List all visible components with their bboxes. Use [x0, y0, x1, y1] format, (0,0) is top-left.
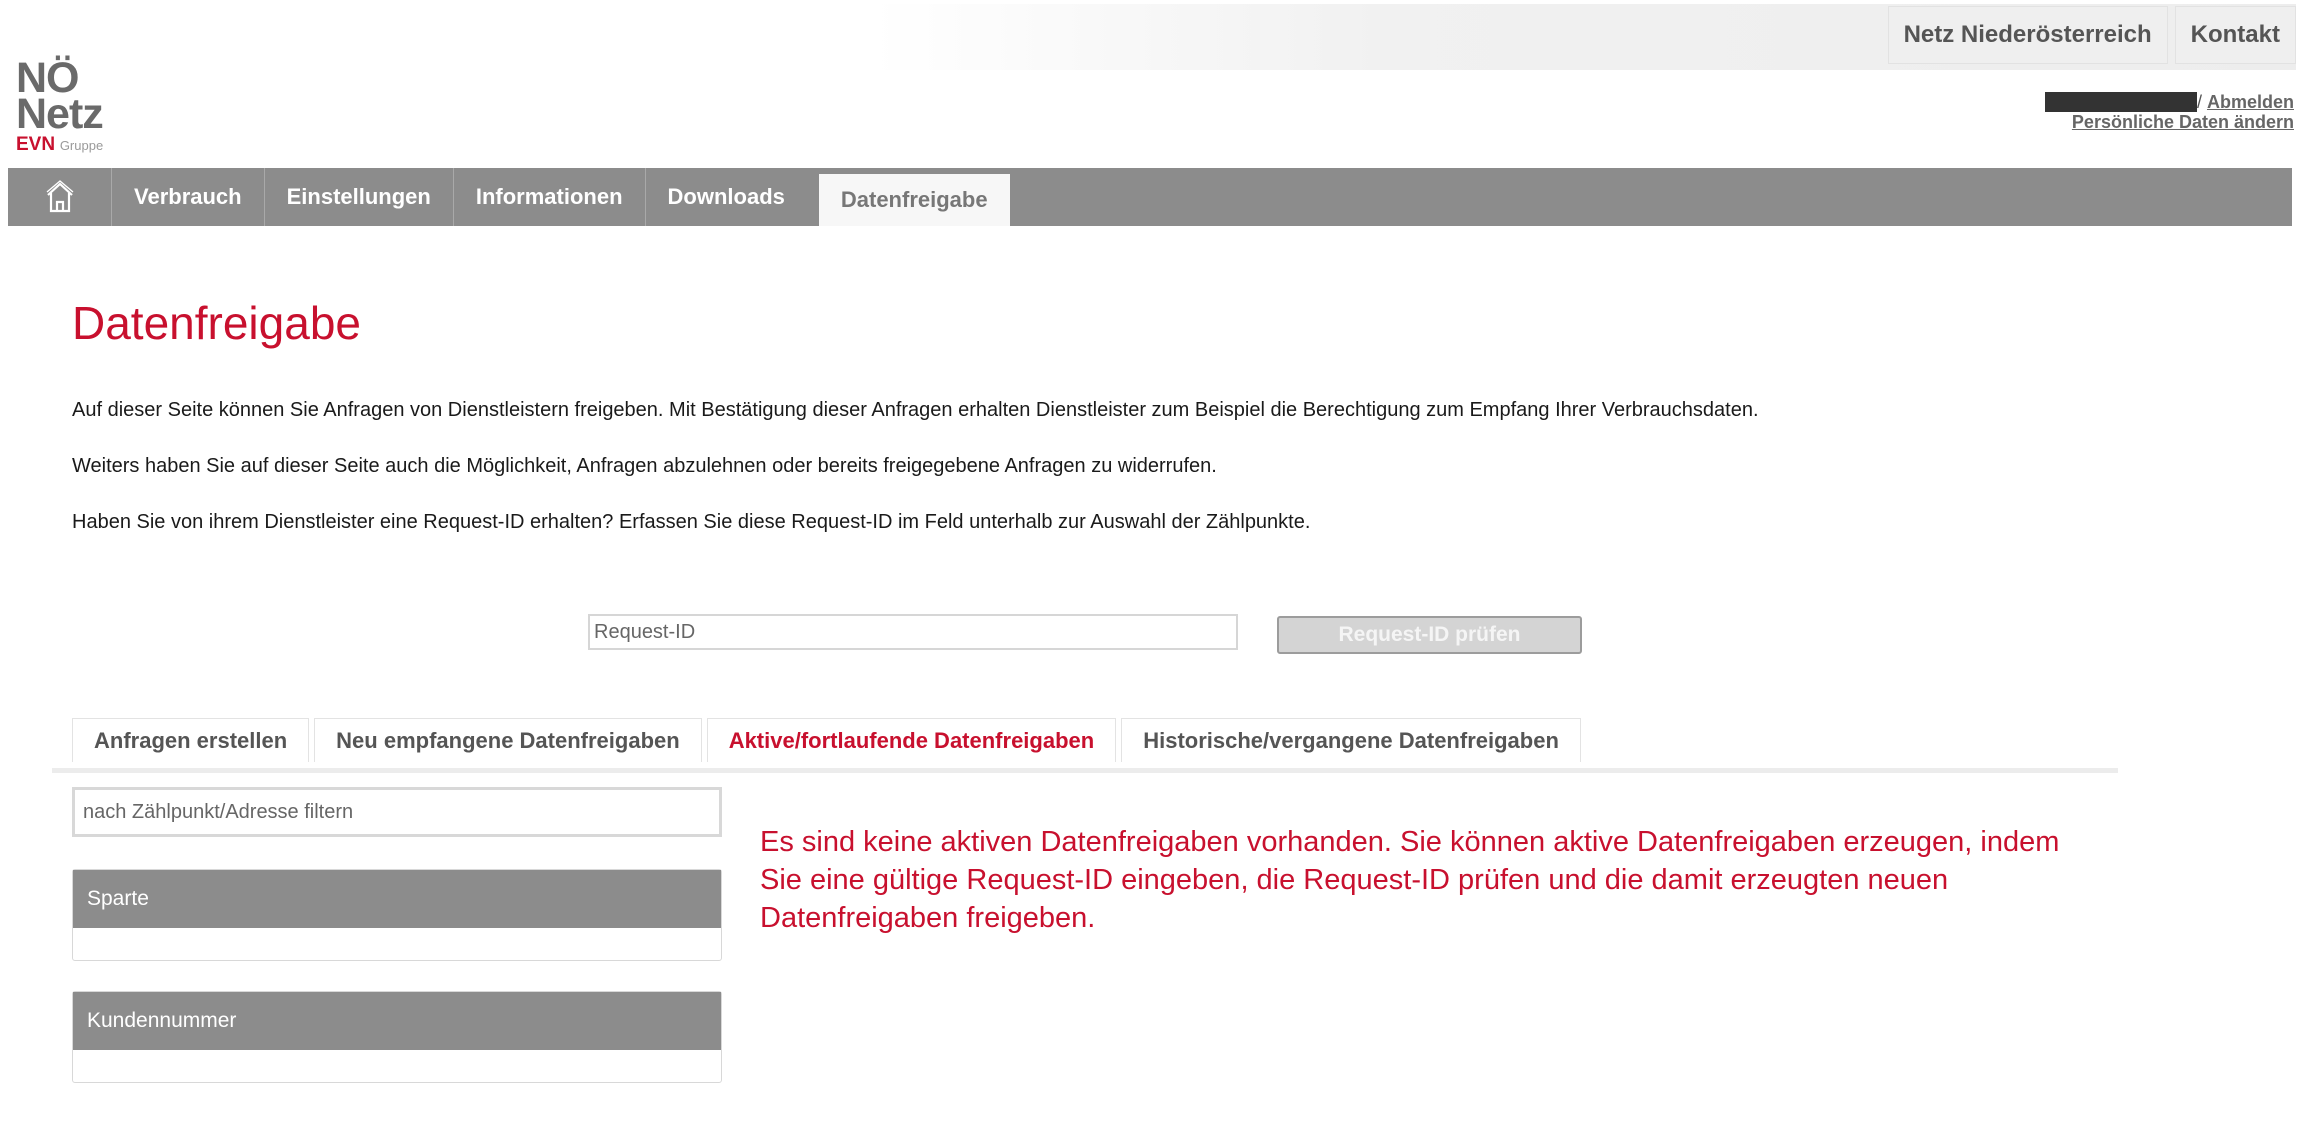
- link-netz-niederoesterreich[interactable]: Netz Niederösterreich: [1888, 6, 2168, 64]
- nav-informationen[interactable]: Informationen: [453, 168, 645, 226]
- page-title: Datenfreigabe: [72, 297, 361, 349]
- request-id-input[interactable]: [588, 614, 1238, 650]
- logout-link[interactable]: Abmelden: [2206, 92, 2294, 112]
- intro-paragraph-3: Haben Sie von ihrem Dienstleister eine Request-ID erhalten? Erfassen Sie diese Request-ID im Feld unterhalb zur Auswahl der Zählpunkte.: [72, 511, 1311, 533]
- nav-downloads[interactable]: Downloads: [645, 168, 807, 226]
- tab-bar: [72, 718, 1581, 762]
- intro-paragraph-1: Auf dieser Seite können Sie Anfragen von Dienstleistern freigeben. Mit Bestätigung dieser Anfragen erhalten Dienstleister zum Beispiel die Berechtigung zum Empfang Ihrer Verbrauchsdaten.: [72, 399, 1759, 421]
- logo-line-2: Netz: [16, 90, 103, 138]
- change-personal-data-link[interactable]: Persönliche Daten ändern: [2071, 112, 2294, 132]
- nav-einstellungen[interactable]: Einstellungen: [264, 168, 453, 226]
- empty-state-message: Es sind keine aktiven Datenfreigaben vorhanden. Sie können aktive Datenfreigaben erzeugen, indem Sie eine gültige Request-ID eingeben, die Request-ID prüfen und die damit erzeugten neuen Datenfreigaben freigeben.: [760, 826, 2060, 934]
- filter-panel-kundennummer: [72, 991, 722, 1083]
- user-area: [2045, 92, 2294, 132]
- tab-historische-vergangene[interactable]: Historische/vergangene Datenfreigaben: [1121, 718, 1581, 762]
- nav-datenfreigabe[interactable]: Datenfreigabe: [819, 174, 1010, 226]
- home-icon: [45, 180, 75, 214]
- tab-aktive-fortlaufende[interactable]: Aktive/fortlaufende Datenfreigaben: [707, 718, 1117, 762]
- top-links: [1888, 6, 2296, 64]
- tab-anfragen-erstellen[interactable]: Anfragen erstellen: [72, 718, 309, 762]
- nav-home[interactable]: [8, 168, 112, 226]
- redacted-username: [2045, 92, 2197, 112]
- nav-verbrauch[interactable]: Verbrauch: [134, 184, 242, 209]
- logo-line-1: NÖ: [16, 54, 79, 102]
- logo-sub: [16, 136, 126, 155]
- filter-panel-kundennummer-body: [73, 1050, 721, 1082]
- filter-panel-sparte-body: [73, 928, 721, 960]
- main-nav: [8, 168, 2292, 226]
- filter-panel-sparte: [72, 869, 722, 961]
- logo[interactable]: [16, 54, 126, 155]
- user-separator: /: [2196, 92, 2207, 112]
- check-request-id-button[interactable]: Request-ID prüfen: [1277, 616, 1582, 654]
- filter-panel-kundennummer-header[interactable]: Kundennummer: [73, 992, 721, 1050]
- intro-paragraph-2: Weiters haben Sie auf dieser Seite auch die Möglichkeit, Anfragen abzulehnen oder bereits freigegebene Anfragen zu widerrufen.: [72, 455, 1217, 477]
- tab-neu-empfangene[interactable]: Neu empfangene Datenfreigaben: [314, 718, 702, 762]
- filter-panel-sparte-header[interactable]: Sparte: [73, 870, 721, 928]
- link-kontakt[interactable]: Kontakt: [2175, 6, 2296, 64]
- logo-evn: EVN: [16, 134, 56, 155]
- tabs-divider: [52, 768, 2118, 773]
- filter-input[interactable]: [72, 787, 722, 837]
- logo-gruppe: Gruppe: [59, 138, 104, 153]
